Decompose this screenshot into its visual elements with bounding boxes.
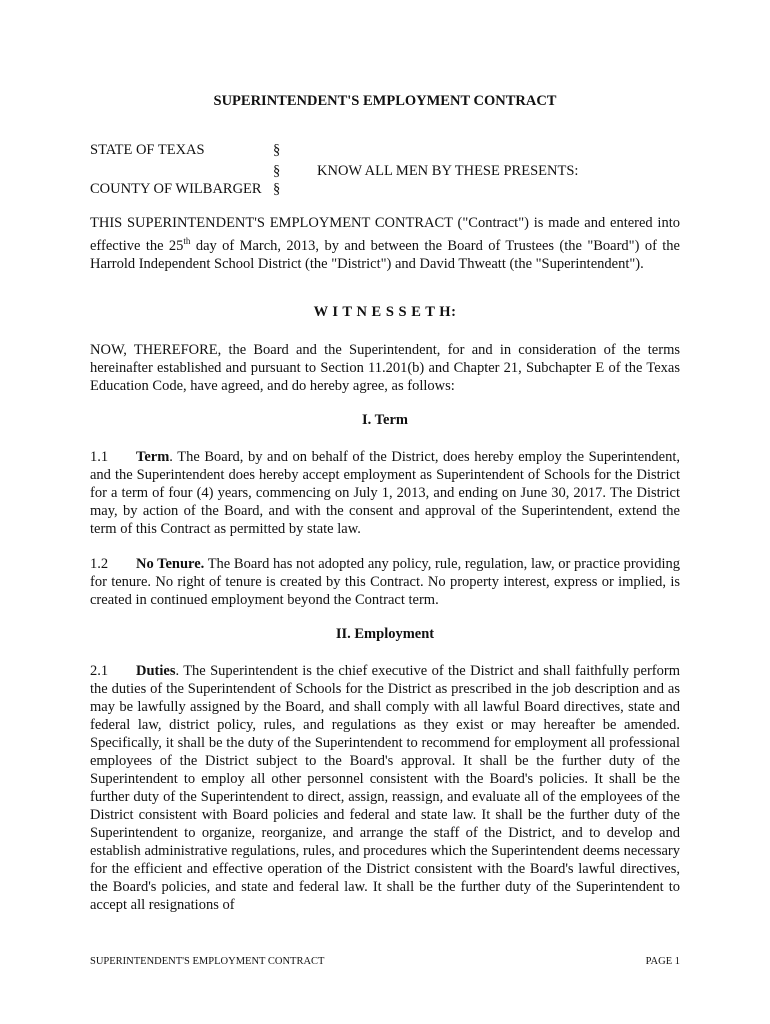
clause-title: No Tenure. — [136, 556, 205, 572]
document-title: SUPERINTENDENT'S EMPLOYMENT CONTRACT — [213, 93, 557, 109]
section-heading-employment: II. Employment — [335, 626, 435, 642]
now-therefore-paragraph: NOW, THEREFORE, the Board and the Superintendent, for and in consideration of the terms hereinafter established and pursuant to Section 11.201(b) and Chapter 21, Subchapter E of the Texas Education Code, have agreed, and do hereby agree, as follows: — [90, 342, 680, 394]
clause-title: Term — [136, 449, 170, 465]
clause-number: 2.1 — [90, 663, 109, 679]
footer-document-name: SUPERINTENDENT'S EMPLOYMENT CONTRACT — [90, 956, 325, 967]
case-caption — [90, 142, 690, 202]
caption-county: COUNTY OF WILBARGER — [90, 181, 262, 197]
witnesseth-heading: W I T N E S S E T H: — [313, 304, 457, 320]
clause-number: 1.1 — [90, 449, 109, 465]
caption-know-all: KNOW ALL MEN BY THESE PRESENTS: — [317, 163, 579, 179]
clause-2-1: 2.1 Duties. The Superintendent is the chief executive of the District and shall faithfully perform the duties of the Superintendent of Schools for the District as prescribed in the job description and as may be lawfully assigned by the Board, and shall comply with all lawful Board directives, state and federal law, district policy, rules, and regulations as they exist or may hereafter be amended. Specifically, it shall be the duty of the Superintendent to recommend for employment all professional employees of the District subject to the Board's approval. It shall be the further duty of the Superintendent to employ all other personnel consistent with the Board's policies. It shall be the further duty of the Superintendent to direct, assign, reassign, and evaluate all of the employees of the District consistent with Board policies and federal and state law. It shall be the further duty of the Superintendent to organize, reorganize, and arrange the staff of the District, and to develop and establish administrative regulations, rules, and procedures which the Superintendent deems necessary for the efficient and effective operation of the District consistent with the Board's lawful directives, the Board's policies, and state and federal law. It shall be the further duty of the Superintendent to accept all resignations of — [90, 663, 680, 913]
clause-title: Duties — [136, 663, 176, 679]
intro-paragraph: THIS SUPERINTENDENT'S EMPLOYMENT CONTRACT ("Contract") is made and entered into effective the 25th day of March, 2013, by and between the Board of Trustees (the "Board") of the Harrold Independent School District (the "District") and David Thweatt (the "Superintendent"). — [90, 215, 680, 272]
section-mark: § — [273, 181, 281, 197]
caption-state: STATE OF TEXAS — [90, 142, 205, 158]
section-mark: § — [273, 142, 281, 158]
footer-page-number: PAGE 1 — [645, 956, 680, 967]
clause-1-1: 1.1 Term. The Board, by and on behalf of the District, does hereby employ the Superintendent, and the Superintendent does hereby accept employment as Superintendent of Schools for the District for a term of four (4) years, commencing on July 1, 2013, and ending on June 30, 2017. The District may, by action of the Board, and with the consent and approval of the Superintendent, extend the term of this Contract as permitted by state law. — [90, 449, 680, 537]
section-heading-term: I. Term — [362, 412, 408, 428]
clause-number: 1.2 — [90, 556, 109, 572]
section-mark: § — [273, 163, 281, 179]
clause-1-2: 1.2 No Tenure. The Board has not adopted any policy, rule, regulation, law, or practice providing for tenure. No right of tenure is created by this Contract. No property interest, express or implied, is created in continued employment beyond the Contract term. — [90, 556, 680, 608]
